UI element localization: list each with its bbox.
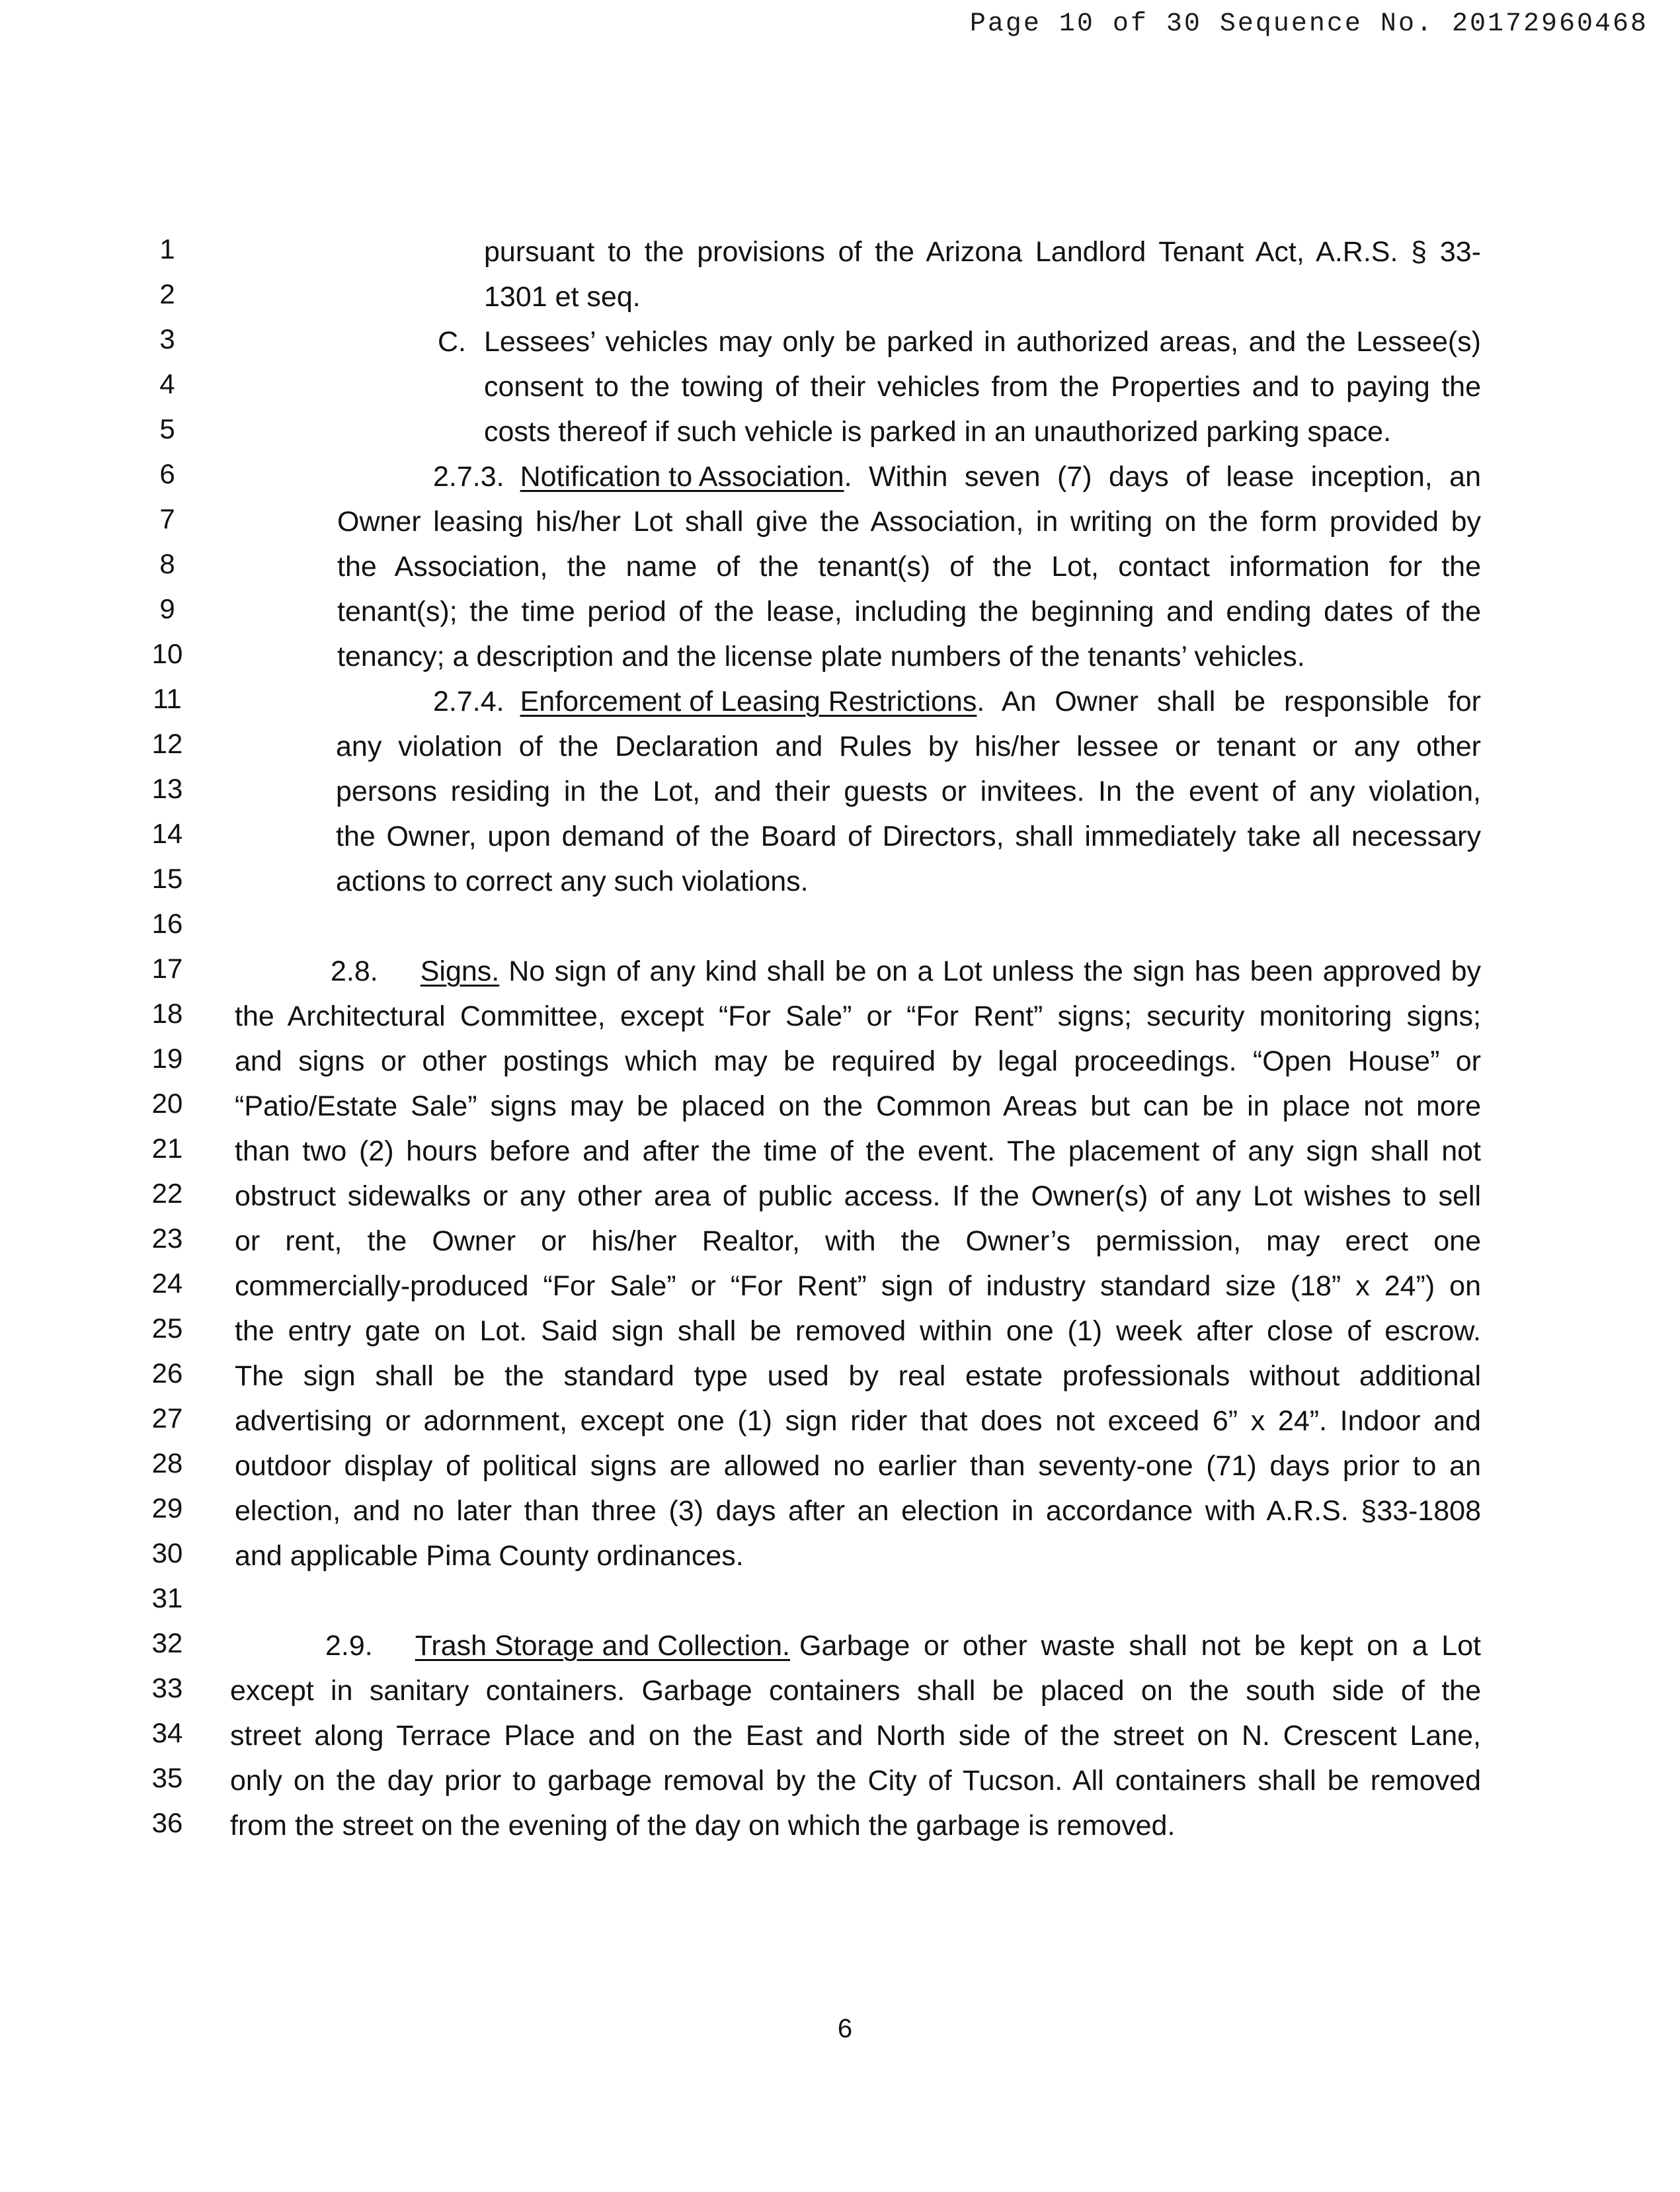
text-line: from the street on the evening of the day on which the garbage is removed.: [230, 1810, 1176, 1842]
text-line: any violation of the Declaration and Rules by his/her lessee or tenant or any other: [336, 731, 1481, 762]
text-line: actions to correct any such violations.: [336, 866, 809, 897]
line-number: 32: [151, 1627, 183, 1658]
line-number: 13: [151, 773, 183, 804]
text-line: and signs or other postings which may be required by legal proceedings. “Open House” or: [235, 1045, 1481, 1077]
text-line: costs thereof if such vehicle is parked in an unauthorized parking space.: [484, 416, 1392, 448]
sequence-header: Page 10 of 30 Sequence No. 20172960468: [969, 9, 1648, 39]
section-number: 2.9.: [325, 1630, 373, 1662]
line-number: 18: [151, 998, 183, 1029]
section-number: 2.7.3.: [433, 461, 504, 493]
line-number: 6: [159, 458, 175, 489]
section-heading-line: [325, 1632, 1481, 1660]
line-number: 31: [151, 1582, 183, 1613]
line-number: 20: [151, 1088, 183, 1119]
section-title: Notification to Association: [520, 461, 844, 493]
line-number: 29: [151, 1492, 183, 1523]
line-number: 22: [151, 1178, 183, 1209]
section-text: . An Owner shall be responsible for: [977, 686, 1481, 717]
line-number: 5: [159, 413, 175, 444]
text-line: consent to the towing of their vehicles from the Properties and to paying the: [484, 371, 1481, 403]
text-line: obstruct sidewalks or any other area of public access. If the Owner(s) of any Lot wishes to sell: [235, 1180, 1481, 1212]
line-number: 12: [151, 728, 183, 759]
section-heading-line: [433, 463, 1481, 491]
text-line: persons residing in the Lot, and their guests or invitees. In the event of any violation,: [336, 776, 1481, 807]
line-number: 2: [159, 278, 175, 309]
text-line: the entry gate on Lot. Said sign shall be removed within one (1) week after close of escrow.: [235, 1315, 1481, 1347]
section-number: 2.7.4.: [433, 686, 504, 717]
line-number: 36: [151, 1807, 183, 1838]
line-number: 30: [151, 1537, 183, 1568]
line-number: 33: [151, 1672, 183, 1703]
line-number: 11: [153, 683, 182, 714]
line-number: 23: [151, 1223, 183, 1254]
list-marker: C.: [438, 326, 466, 358]
page-number: 6: [837, 2014, 853, 2043]
text-line: except in sanitary containers. Garbage containers shall be placed on the south side of the: [230, 1675, 1481, 1707]
line-number: 17: [151, 953, 183, 984]
line-number: 27: [151, 1402, 183, 1434]
text-line: Lessees’ vehicles may only be parked in authorized areas, and the Lessee(s): [484, 326, 1481, 358]
line-number: 9: [159, 593, 175, 624]
line-number: 15: [151, 863, 183, 894]
line-number: 14: [151, 818, 183, 849]
text-line: pursuant to the provisions of the Arizona Landlord Tenant Act, A.R.S. § 33-: [484, 236, 1481, 268]
section-title: Signs.: [420, 955, 500, 987]
line-number: 7: [159, 503, 175, 534]
text-line: outdoor display of political signs are allowed no earlier than seventy-one (71) days prior to an: [235, 1450, 1481, 1482]
text-line: “Patio/Estate Sale” signs may be placed on the Common Areas but can be in place not more: [235, 1090, 1481, 1122]
line-number: 25: [151, 1313, 183, 1344]
text-line: only on the day prior to garbage removal by the City of Tucson. All containers shall be removed: [230, 1765, 1481, 1797]
text-line: election, and no later than three (3) days after an election in accordance with A.R.S. §33-1808: [235, 1495, 1481, 1527]
text-line: street along Terrace Place and on the East and North side of the street on N. Crescent Lane,: [230, 1720, 1481, 1752]
text-line: and applicable Pima County ordinances.: [235, 1540, 744, 1572]
text-line: Owner leasing his/her Lot shall give the Association, in writing on the form provided by: [337, 506, 1481, 538]
text-line: The sign shall be the standard type used by real estate professionals without additional: [235, 1360, 1481, 1392]
line-number: 1: [159, 233, 175, 264]
text-line: than two (2) hours before and after the time of the event. The placement of any sign shall not: [235, 1135, 1481, 1167]
text-line: or rent, the Owner or his/her Realtor, with the Owner’s permission, may erect one: [235, 1225, 1481, 1257]
line-number: 16: [151, 908, 183, 939]
text-line: 1301 et seq.: [484, 281, 641, 313]
text-line: the Architectural Committee, except “For Sale” or “For Rent” signs; security monitoring signs;: [235, 1000, 1481, 1032]
line-number: 19: [151, 1043, 183, 1074]
line-number: 10: [151, 638, 183, 669]
text-line: advertising or adornment, except one (1) sign rider that does not exceed 6” x 24”. Indoor and: [235, 1405, 1481, 1437]
line-number: 35: [151, 1762, 183, 1793]
line-number: 34: [151, 1717, 183, 1748]
line-number: 28: [151, 1447, 183, 1479]
text-line: tenant(s); the time period of the lease, including the beginning and ending dates of the: [337, 596, 1481, 628]
text-line: commercially-produced “For Sale” or “For Rent” sign of industry standard size (18” x 24”) on: [235, 1270, 1481, 1302]
line-number: 26: [151, 1358, 183, 1389]
text-line: the Association, the name of the tenant(s) of the Lot, contact information for the: [337, 551, 1481, 583]
section-text: No sign of any kind shall be on a Lot unless the sign has been approved by: [508, 955, 1481, 987]
section-number: 2.8.: [331, 955, 378, 987]
text-line: tenancy; a description and the license plate numbers of the tenants’ vehicles.: [337, 641, 1305, 672]
section-heading-line: [433, 688, 1481, 716]
line-number: 3: [159, 323, 175, 354]
line-number: 24: [151, 1268, 183, 1299]
section-text: Garbage or other waste shall not be kept on a Lot: [799, 1630, 1481, 1662]
line-number: 4: [159, 368, 175, 399]
section-text: . Within seven (7) days of lease inception, an: [844, 461, 1481, 493]
section-heading-line: [331, 957, 1481, 986]
section-title: Trash Storage and Collection.: [415, 1630, 791, 1662]
text-line: the Owner, upon demand of the Board of Directors, shall immediately take all necessary: [336, 821, 1481, 852]
section-title: Enforcement of Leasing Restrictions: [520, 686, 977, 717]
line-number: 21: [151, 1133, 183, 1164]
line-number: 8: [159, 548, 175, 579]
